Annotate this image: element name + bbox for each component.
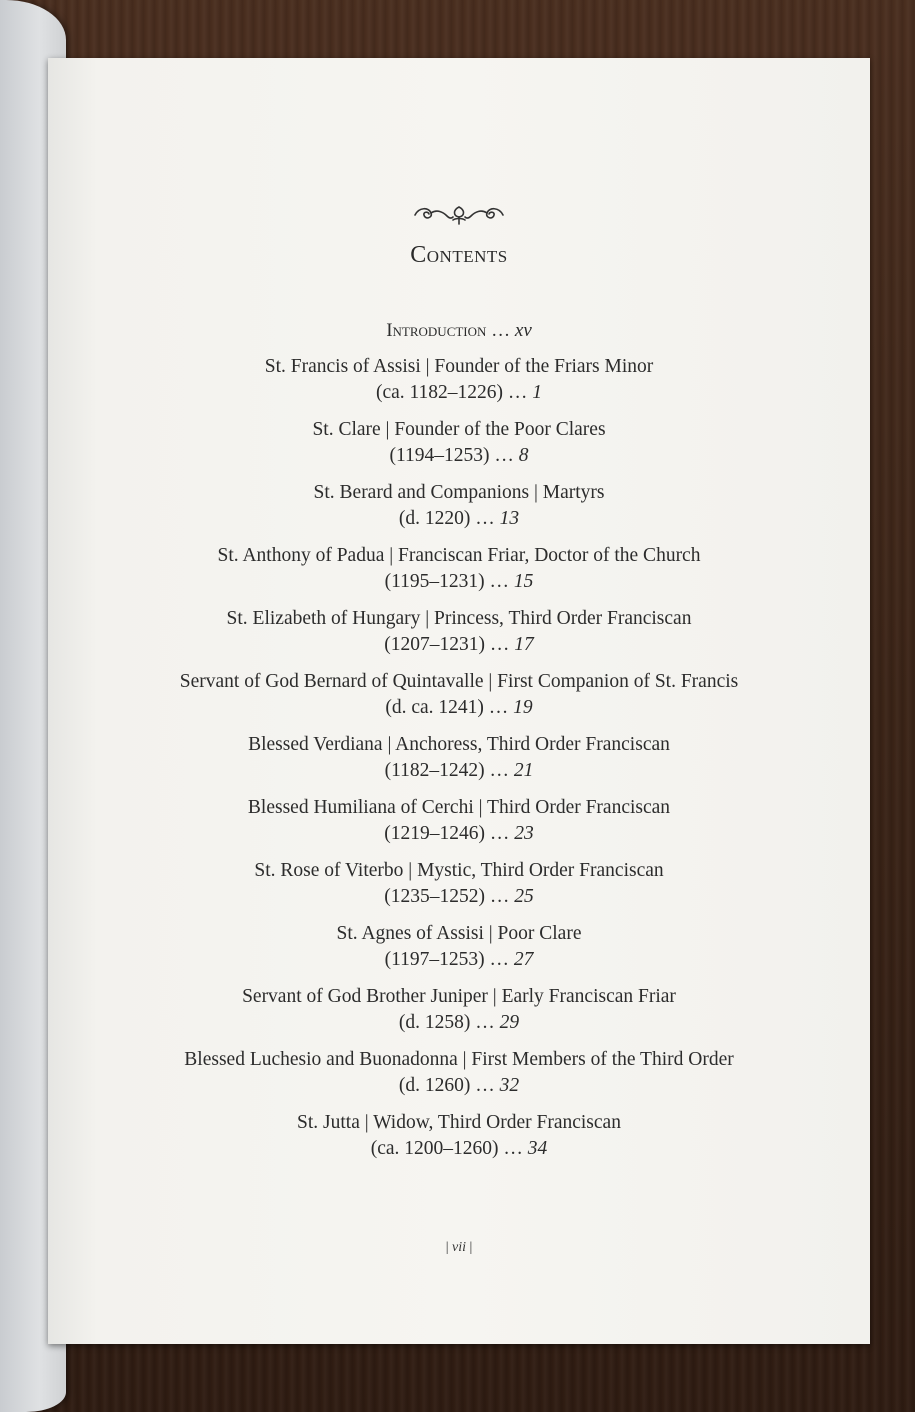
list-item [48, 795, 870, 847]
entry-dates: (1219–1246) … [384, 823, 515, 844]
entry-dates-line [48, 1073, 870, 1099]
list-item [48, 732, 870, 784]
introduction-entry [48, 318, 870, 344]
list-item [48, 417, 870, 469]
entry-dates-line [48, 947, 870, 973]
entry-dates-line [48, 569, 870, 595]
entry-page-number: 1 [532, 382, 543, 403]
entry-page-number: 27 [513, 949, 534, 970]
introduction-label: Introduction [386, 320, 487, 341]
folio-page-number: vii [452, 1240, 466, 1255]
entry-title: St. Agnes of Assisi | Poor Clare [336, 923, 582, 944]
entry-title: Servant of God Brother Juniper | Early Franciscan Friar [242, 986, 676, 1007]
list-item [48, 606, 870, 658]
introduction-separator: … [486, 320, 515, 341]
entry-page-number: 25 [514, 886, 534, 907]
entry-dates: (ca. 1182–1226) … [375, 382, 533, 403]
entry-dates: (d. 1220) … [398, 508, 500, 529]
entry-dates: (1194–1253) … [389, 445, 519, 466]
entry-dates: (1197–1253) … [384, 949, 514, 970]
entry-title: St. Berard and Companions | Martyrs [313, 482, 605, 503]
entry-title: St. Elizabeth of Hungary | Princess, Third Order Franciscan [226, 608, 692, 629]
entry-dates: (d. 1260) … [398, 1075, 500, 1096]
entry-page-number: 21 [513, 760, 534, 781]
entry-dates: (d. ca. 1241) … [385, 697, 514, 718]
entry-dates-line [48, 758, 870, 784]
entry-dates: (1207–1231) … [384, 634, 515, 655]
entry-page-number: 8 [518, 445, 529, 466]
entry-title: St. Francis of Assisi | Founder of the Friars Minor [264, 356, 654, 377]
entry-dates-line [48, 443, 870, 469]
entry-dates-line [48, 506, 870, 532]
entry-title: St. Clare | Founder of the Poor Clares [312, 419, 606, 440]
entry-dates-line [48, 884, 870, 910]
entry-page-number: 34 [527, 1138, 548, 1159]
folio-right-bar: | [466, 1240, 473, 1255]
fleuron-ornament-icon [48, 204, 870, 231]
entry-page-number: 32 [499, 1075, 520, 1096]
entry-title: Blessed Luchesio and Buonadonna | First Members of the Third Order [184, 1049, 734, 1070]
entry-title: Blessed Verdiana | Anchoress, Third Order Franciscan [248, 734, 670, 755]
entry-dates-line [48, 632, 870, 658]
introduction-page-number: xv [514, 320, 532, 341]
list-item [48, 354, 870, 406]
entry-dates: (d. 1258) … [398, 1012, 500, 1033]
entry-dates: (ca. 1200–1260) … [370, 1138, 528, 1159]
list-item [48, 543, 870, 595]
book-page [48, 58, 870, 1344]
contents-list [48, 318, 870, 1173]
folio-left-bar: | [445, 1240, 452, 1255]
entry-dates-line [48, 821, 870, 847]
list-item [48, 858, 870, 910]
entry-dates-line [48, 695, 870, 721]
list-item [48, 480, 870, 532]
list-item [48, 984, 870, 1036]
entry-page-number: 13 [499, 508, 520, 529]
page-title: Contents [410, 242, 508, 268]
entry-page-number: 23 [514, 823, 534, 844]
entry-dates: (1235–1252) … [384, 886, 515, 907]
entry-page-number: 17 [514, 634, 534, 655]
entry-dates-line [48, 1010, 870, 1036]
entry-title: St. Rose of Viterbo | Mystic, Third Order Franciscan [254, 860, 664, 881]
entry-page-number: 15 [513, 571, 534, 592]
entry-page-number: 29 [499, 1012, 520, 1033]
entry-dates-line [48, 380, 870, 406]
entry-title: Servant of God Bernard of Quintavalle | First Companion of St. Francis [179, 671, 739, 692]
entry-title: Blessed Humiliana of Cerchi | Third Order Franciscan [247, 797, 671, 818]
entry-dates-line [48, 1136, 870, 1162]
list-item [48, 921, 870, 973]
entry-dates: (1182–1242) … [384, 760, 514, 781]
entry-title: St. Jutta | Widow, Third Order Franciscan [297, 1112, 621, 1133]
entry-dates: (1195–1231) … [384, 571, 514, 592]
entry-title: St. Anthony of Padua | Franciscan Friar, Doctor of the Church [217, 545, 701, 566]
list-item [48, 1047, 870, 1099]
list-item [48, 1110, 870, 1162]
entry-page-number: 19 [513, 697, 533, 718]
page-folio [48, 1240, 870, 1256]
list-item [48, 669, 870, 721]
